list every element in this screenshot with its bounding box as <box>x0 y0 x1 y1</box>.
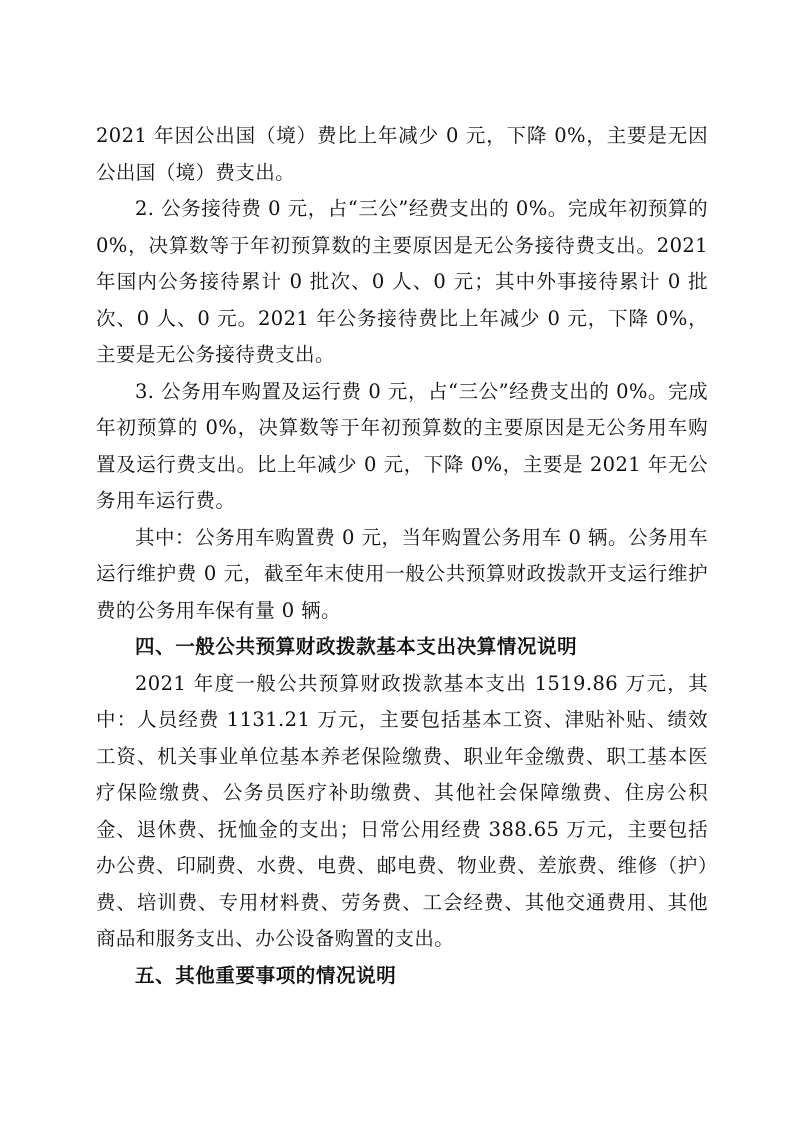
paragraph-vehicle-fee: 3. 公务用车购置及运行费 0 元，占“三公”经费支出的 0%。完成年初预算的 0%，决算数等于年初预算数的主要原因是无公务用车购置及运行费支出。比上年减少 0 元，下降 0%，主要是 2021 年无公务用车运行费。 <box>96 379 708 512</box>
paragraph-outbound-travel-fee: 2021 年因公出国（境）费比上年减少 0 元，下降 0%，主要是无因公出国（境）费支出。 <box>96 124 708 184</box>
paragraph-reception-fee: 2. 公务接待费 0 元，占“三公”经费支出的 0%。完成年初预算的 0%，决算数等于年初预算数的主要原因是无公务接待费支出。2021 年国内公务接待累计 0 批次、0 人、0 元；其中外事接待累计 0 批次、0 人、0 元。2021 年公务接待费比上年减少 0 元，下降 0%，主要是无公务接待费支出。 <box>96 197 708 366</box>
paragraph-vehicle-detail: 其中：公务用车购置费 0 元，当年购置公务用车 0 辆。公务用车运行维护费 0 元，截至年末使用一般公共预算财政拨款开支运行维护费的公务用车保有量 0 辆。 <box>96 525 708 622</box>
section-heading-other-matters: 五、其他重要事项的情况说明 <box>135 963 397 987</box>
paragraph-basic-expenditure: 2021 年度一般公共预算财政拨款基本支出 1519.86 万元，其中：人员经费 1131.21 万元，主要包括基本工资、津贴补贴、绩效工资、机关事业单位基本养老保险缴费、职业年金缴费、职工基本医疗保险缴费、公务员医疗补助缴费、其他社会保障缴费、住房公积金、退休费、抚恤金的支出；日常公用经费 388.65 万元，主要包括办公费、印刷费、水费、电费、邮电费、物业费、差旅费、维修（护）费、培训费、专用材料费、劳务费、工会经费、其他交通费用、其他商品和服务支出、办公设备购置的支出。 <box>96 671 708 950</box>
document-body <box>96 118 708 994</box>
section-heading-basic-expenditure: 四、一般公共预算财政拨款基本支出决算情况说明 <box>135 635 578 658</box>
